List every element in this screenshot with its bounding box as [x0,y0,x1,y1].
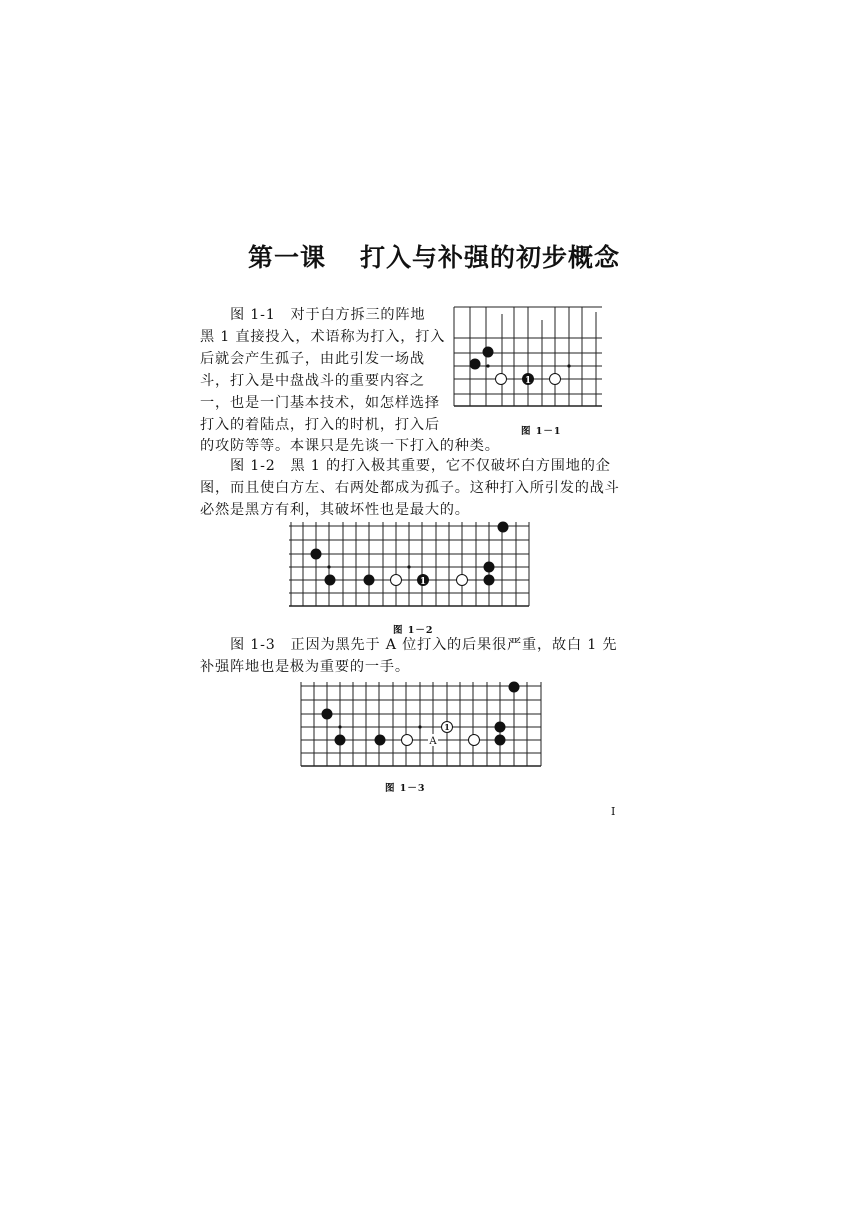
black-stone [495,735,506,746]
black-stone [470,359,481,370]
white-stone [469,735,480,746]
fig1-line: 图 1-1 对于白方拆三的阵地 [200,307,426,323]
fig3-line: 图 1-3 正因为黑先于 A 位打入的后果很严重，故白 1 先 [200,637,618,653]
fig3-line: 补强阵地也是极为重要的一手。 [200,659,410,675]
stone-number: 1 [419,577,427,587]
black-stone [375,735,386,746]
star-point [327,565,330,568]
white-stone [550,374,561,385]
star-point [418,725,421,728]
fig2-caption: 图 1－2 [393,625,434,636]
white-stone [457,575,468,586]
black-stone [484,575,495,586]
fig1-line: 黑 1 直接投入，术语称为打入，打入 [200,329,446,345]
star-point [486,364,489,367]
fig1-line: 后就会产生孤子，由此引发一场战 [200,351,425,367]
star-point [338,725,341,728]
white-stone [402,735,413,746]
title-topic: 打入与补强的初步概念 [360,243,621,272]
fig1-line: 一，也是一门基本技术，如怎样选择 [200,395,440,411]
black-stone [484,562,495,573]
stone-number: 1 [524,376,532,386]
fig1-line: 斗，打入是中盘战斗的重要内容之 [200,373,425,389]
black-stone [335,735,346,746]
stone-number: 1 [444,722,450,732]
black-stone [509,682,520,693]
fig1-line: 的攻防等等。本课只是先谈一下打入的种类。 [200,438,500,454]
black-stone [483,347,494,358]
fig1-line: 打入的着陆点，打入的时机，打入后 [200,417,440,433]
black-stone [322,709,333,720]
go-diagram-fig1 [448,302,608,410]
point-label-a: A [429,736,437,747]
fig1-caption: 图 1－1 [521,426,562,437]
black-stone [498,522,509,533]
go-diagram-fig3 [297,680,545,770]
black-stone [325,575,336,586]
black-stone [364,575,375,586]
star-point [567,364,570,367]
page-title [0,238,868,274]
white-stone [391,575,402,586]
go-diagram-fig2 [285,518,535,610]
black-stone [311,549,322,560]
white-stone [496,374,507,385]
page-number: I [611,805,616,818]
fig2-line: 图，而且使白方左、右两处都成为孤子。这种打入所引发的战斗 [200,480,620,496]
fig2-line: 必然是黑方有利，其破坏性也是最大的。 [200,502,470,518]
title-lesson: 第一课 [247,243,326,272]
fig2-line: 图 1-2 黑 1 的打入极其重要，它不仅破坏白方围地的企 [200,458,611,474]
black-stone [495,722,506,733]
star-point [407,565,410,568]
fig3-caption: 图 1－3 [385,783,426,794]
